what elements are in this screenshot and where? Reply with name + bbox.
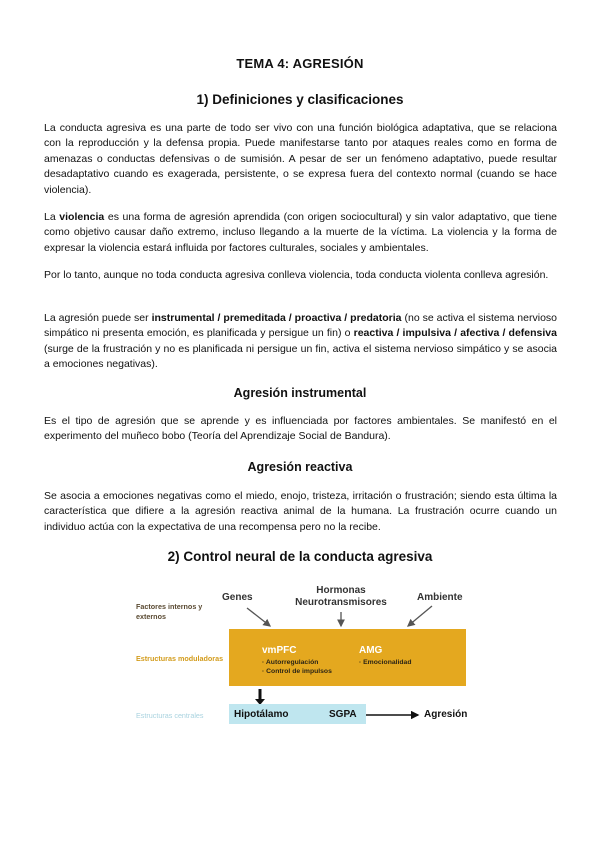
paragraph-reactive: Se asocia a emociones negativas como el miedo, enojo, tristeza, irritación o frustración; siendo esta última la característica que difiere a la agresión reactiva animal de la humana. La frustración ocurre cuando un individuo actúa con la expectativa de una recompensa pero no la recibe. [44, 490, 557, 533]
types-pre: La agresión puede ser [44, 312, 152, 324]
modulating-structures-label: Estructuras moduladoras [136, 654, 224, 663]
vmpfc-subitems [262, 658, 332, 676]
amg-sub-emotionality: · Emocionalidad [359, 659, 412, 666]
neural-control-diagram [0, 572, 600, 732]
paragraph-types [44, 311, 557, 373]
types-post: (surge de la frustración y no es planificada ni persigue un fin, activa el sistema nervioso simpático y se asocia a emociones negativas). [44, 342, 557, 371]
environment-label: Ambiente [417, 592, 463, 603]
hormones-label [291, 585, 391, 609]
types-reactive-terms: reactiva / impulsiva / afectiva / defensiva [353, 327, 557, 340]
central-structures-label: Estructuras centrales [136, 711, 204, 720]
reactive-heading: Agresión reactiva [247, 460, 353, 474]
sgpa-label: SGPA [329, 709, 357, 720]
section-2-heading: 2) Control neural de la conducta agresiva [167, 549, 433, 564]
paragraph-conclusion: Por lo tanto, aunque no toda conducta agresiva conlleva violencia, toda conducta violenta conlleva agresión. [44, 269, 549, 281]
hypothalamus-label: Hipotálamo [234, 709, 289, 720]
violence-pre: La [44, 211, 60, 223]
vmpfc-label: vmPFC [262, 645, 297, 656]
vmpfc-sub-self-regulation: · Autorregulación [262, 659, 319, 666]
paragraph-instrumental: Es el tipo de agresión que se aprende y es influenciada por factores ambientales. Se manifestó en el experimento del muñeco bobo (Teoría del Aprendizaje Social de Bandura). [44, 415, 557, 443]
genes-label: Genes [222, 592, 253, 603]
hormones-text: Hormonas [316, 585, 366, 596]
section-1-heading: 1) Definiciones y clasificaciones [196, 92, 404, 107]
paragraph-violence [44, 210, 557, 256]
amg-subitems [359, 658, 412, 667]
environment-arrow [408, 606, 432, 626]
violence-post: es una forma de agresión aprendida (con origen sociocultural) y sin valor adaptativo, que tiene como objetivo causar daño extremo, incluso llegando a la muerte de la víctima. La violencia y la forma de expresar la violencia estará influida por factores culturales, sociales y ambientales. [44, 211, 557, 254]
paragraph-definition: La conducta agresiva es una parte de todo ser vivo con una función biológica adaptativa, que se relaciona con la reproducción y la defensa propia. Puede manifestarse tanto por ataques reales como en forma de amenazas o conductas defensivas o de sumisión. A pesar de ser un fenómeno adaptativo, puede resultar desadaptativo cuando es exagerada, persistente, o se expresa fuera del contexto normal (cuando se hace violencia). [44, 122, 557, 196]
amg-label: AMG [359, 645, 383, 656]
types-instrumental-terms: instrumental / premeditada / proactiva / predatoria [151, 312, 402, 324]
vmpfc-sub-impulse-control: · Control de impulsos [262, 668, 332, 675]
types-mid: (no se activa el sistema nervioso simpático ni presenta emoción, es planificada y persigue un fin) o [44, 312, 557, 340]
document-title: TEMA 4: AGRESIÓN [236, 56, 364, 71]
violence-term: violencia [59, 211, 105, 223]
instrumental-heading: Agresión instrumental [233, 386, 367, 400]
aggression-output-label: Agresión [424, 709, 468, 720]
neurotransmitters-text: Neurotransmisores [295, 597, 387, 608]
factors-label: Factores internos y externos [136, 602, 203, 621]
genes-arrow [247, 608, 270, 626]
